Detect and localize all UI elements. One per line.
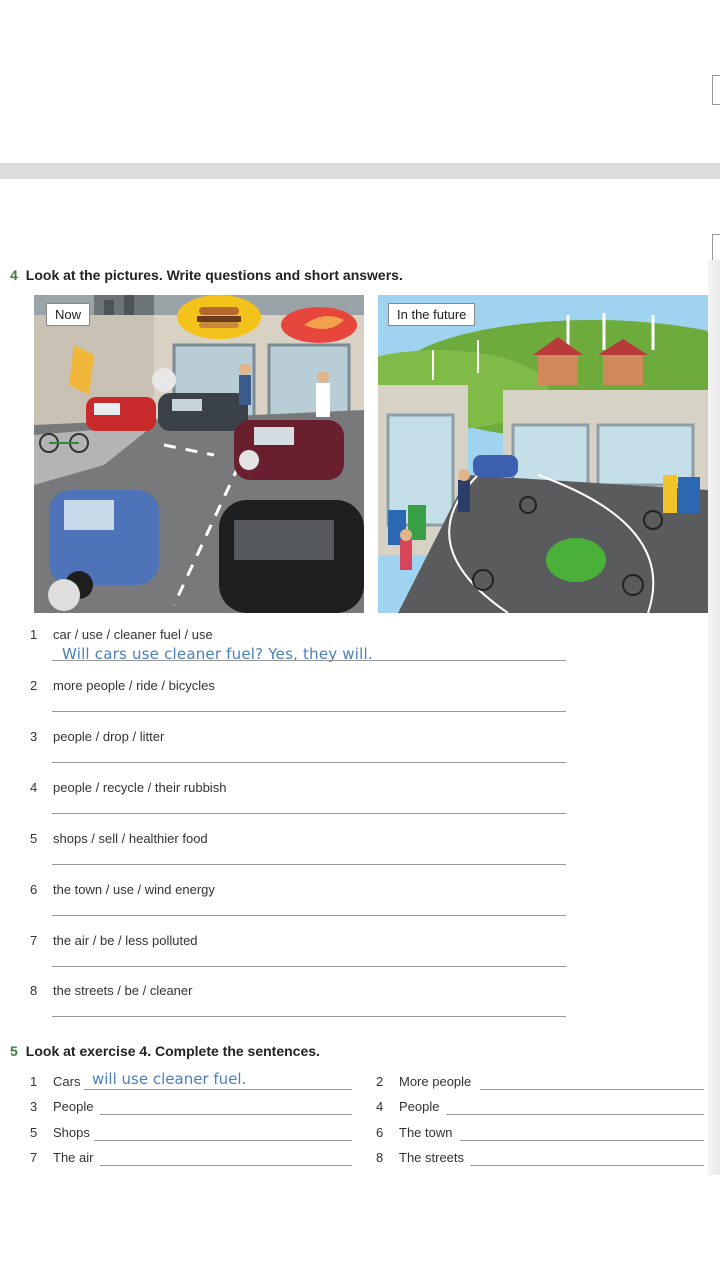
exercise-4-heading (10, 267, 403, 283)
sentence-stem: Shops (53, 1125, 90, 1140)
item-prompt: the streets / be / cleaner (53, 983, 193, 998)
exercise-5-item (376, 1146, 704, 1168)
answer-line[interactable] (52, 711, 566, 712)
sentence-stem: The air (53, 1150, 94, 1165)
answer-line[interactable] (52, 762, 566, 763)
exercise-5-item (376, 1095, 704, 1117)
answer-line[interactable] (94, 1140, 352, 1141)
item-prompt: the air / be / less polluted (53, 933, 198, 948)
item-number: 1 (30, 627, 38, 642)
answer-line[interactable] (470, 1165, 704, 1166)
exercise-4-item (30, 983, 570, 1023)
item-prompt: people / drop / litter (53, 729, 165, 744)
exercise-5-item (376, 1121, 704, 1143)
answer-line[interactable] (52, 813, 566, 814)
answer-line[interactable] (100, 1114, 352, 1115)
town-now-illustration (34, 295, 364, 613)
item-prompt: car / use / cleaner fuel / use (53, 627, 213, 642)
item-prompt: people / recycle / their rubbish (53, 780, 227, 795)
answer-handwriting: will use cleaner fuel. (92, 1070, 247, 1088)
answer-line[interactable] (52, 1016, 566, 1017)
item-number: 6 (30, 882, 38, 897)
exercise-5-item (30, 1070, 352, 1092)
exercise-4-item (30, 882, 570, 922)
item-number: 4 (376, 1099, 384, 1114)
exercise-4-item (30, 933, 570, 973)
sentence-stem: People (399, 1099, 440, 1114)
exercise-5-heading (10, 1043, 320, 1059)
item-number: 6 (376, 1125, 384, 1140)
page-edge-mark (712, 75, 720, 105)
exercise-number: 4 (10, 267, 18, 283)
picture-label: Now (46, 303, 90, 326)
sentence-stem: People (53, 1099, 94, 1114)
item-number: 3 (30, 1099, 38, 1114)
exercise-4-item (30, 780, 570, 820)
item-number: 4 (30, 780, 38, 795)
answer-line[interactable] (100, 1165, 352, 1166)
picture-future (378, 295, 708, 613)
picture-now (34, 295, 364, 613)
item-number: 5 (30, 831, 38, 846)
answer-handwriting: Will cars use cleaner fuel? Yes, they will. (62, 645, 373, 663)
exercise-4-item (30, 831, 570, 871)
exercise-5-item (30, 1095, 352, 1117)
page-edge-shadow (708, 260, 720, 1175)
item-number: 8 (30, 983, 38, 998)
item-number: 8 (376, 1150, 384, 1165)
exercise-number: 5 (10, 1043, 18, 1059)
item-number: 1 (30, 1074, 38, 1089)
exercise-5-item (30, 1146, 352, 1168)
exercise-4-item (30, 729, 570, 769)
item-number: 7 (30, 1150, 38, 1165)
item-number: 3 (30, 729, 38, 744)
answer-line[interactable] (52, 915, 566, 916)
picture-label: In the future (388, 303, 475, 326)
answer-line[interactable] (446, 1114, 704, 1115)
item-number: 2 (376, 1074, 384, 1089)
item-prompt: more people / ride / bicycles (53, 678, 215, 693)
item-number: 2 (30, 678, 38, 693)
exercise-4-item (30, 627, 570, 667)
item-prompt: shops / sell / healthier food (53, 831, 208, 846)
answer-line[interactable] (480, 1089, 704, 1090)
answer-line[interactable] (52, 966, 566, 967)
item-prompt: the town / use / wind energy (53, 882, 215, 897)
exercise-5-item (30, 1121, 352, 1143)
exercise-4-item (30, 678, 570, 718)
answer-line[interactable] (460, 1140, 704, 1141)
item-number: 7 (30, 933, 38, 948)
answer-line[interactable] (52, 660, 566, 661)
exercise-instruction: Look at the pictures. Write questions and short answers. (25, 267, 403, 283)
sentence-stem: Cars (53, 1074, 81, 1089)
answer-line[interactable] (84, 1089, 352, 1090)
sentence-stem: The streets (399, 1150, 465, 1165)
answer-line[interactable] (52, 864, 566, 865)
town-future-illustration (378, 295, 708, 613)
sentence-stem: More people (399, 1074, 472, 1089)
sentence-stem: The town (399, 1125, 453, 1140)
exercise-instruction: Look at exercise 4. Complete the sentences. (25, 1043, 320, 1059)
exercise-5-item (376, 1070, 704, 1092)
item-number: 5 (30, 1125, 38, 1140)
top-divider-band (0, 163, 720, 179)
